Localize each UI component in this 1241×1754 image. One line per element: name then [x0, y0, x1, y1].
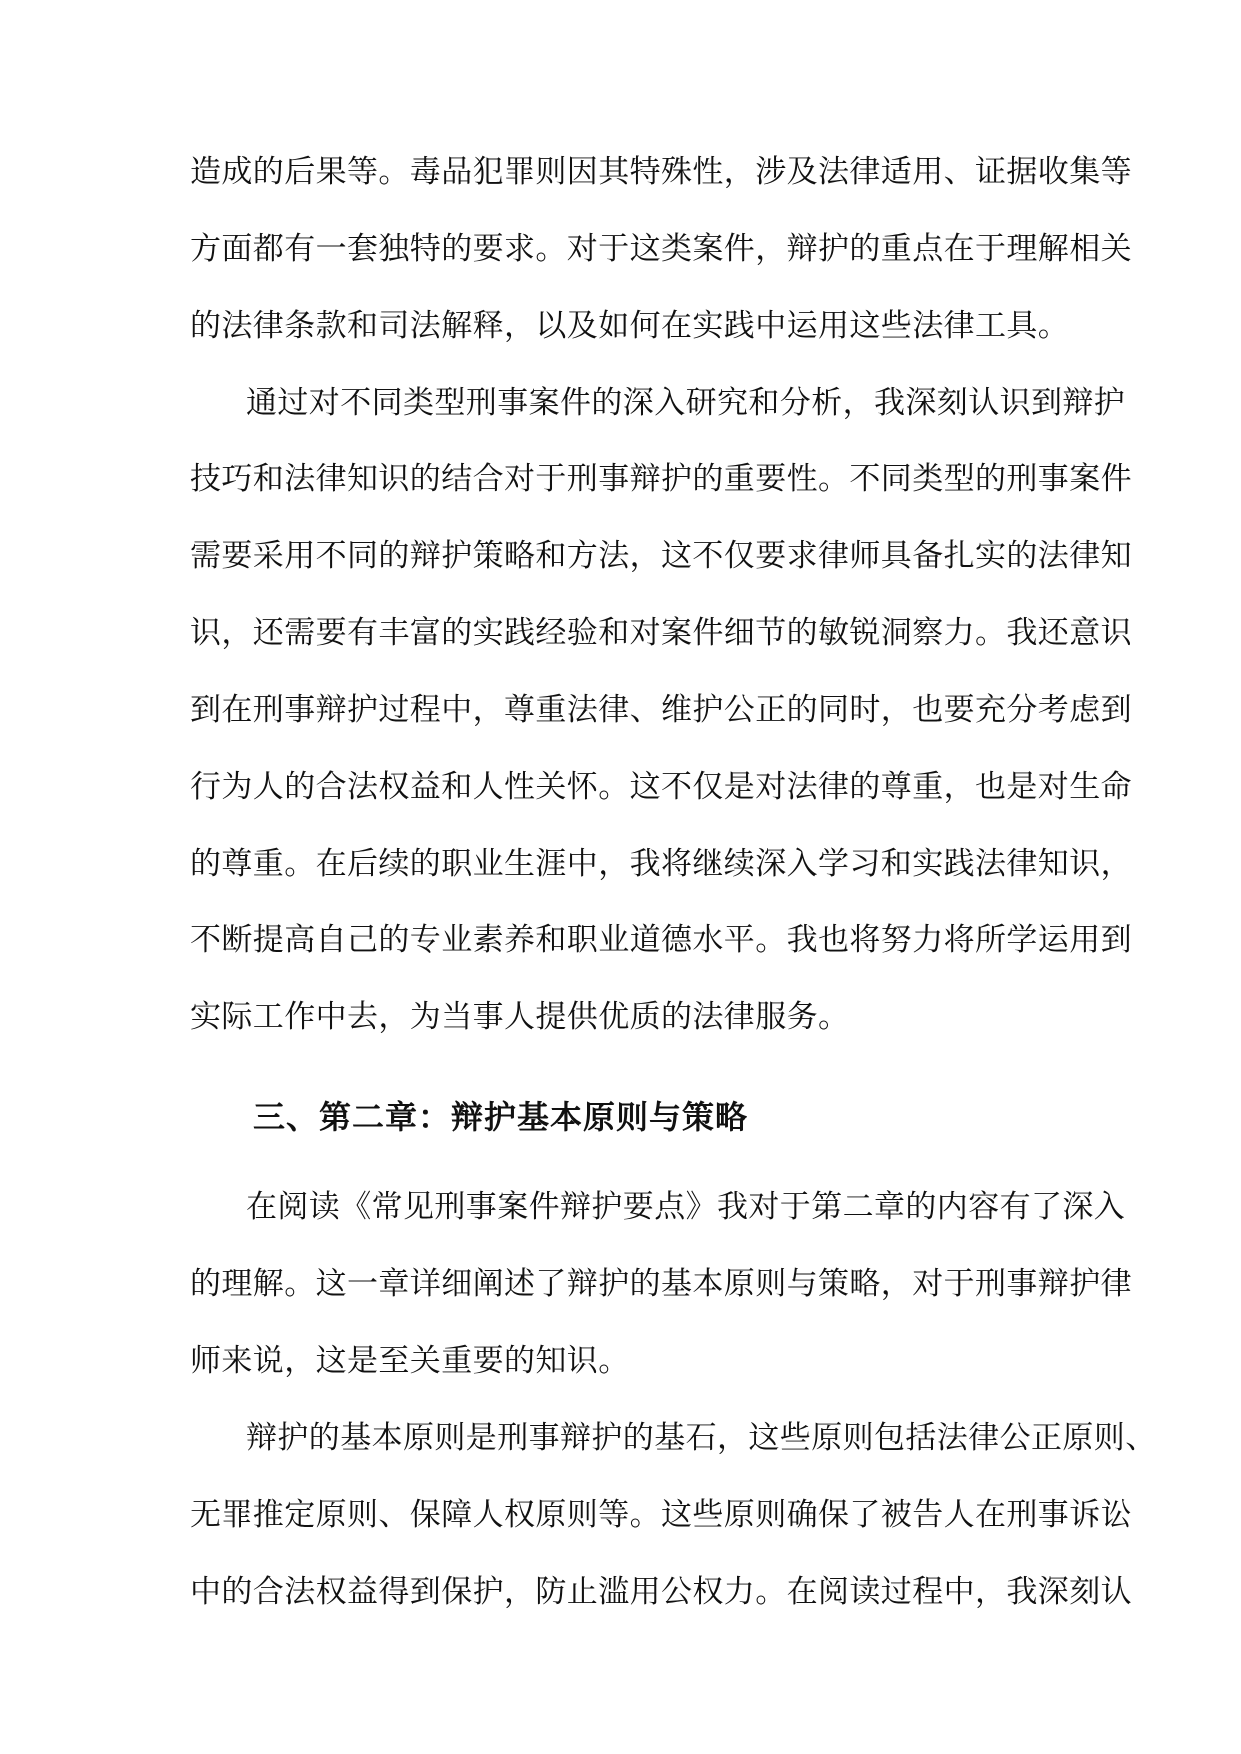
- paragraph-3-line-3: 师来说，这是至关重要的知识。: [190, 1343, 630, 1379]
- paragraph-4-line-2: 无罪推定原则、保障人权原则等。这些原则确保了被告人在刑事诉讼: [190, 1497, 1132, 1533]
- paragraph-2-line-3: 需要采用不同的辩护策略和方法，这不仅要求律师具备扎实的法律知: [190, 538, 1132, 574]
- paragraph-1-line-2: 方面都有一套独特的要求。对于这类案件，辩护的重点在于理解相关: [190, 231, 1132, 267]
- paragraph-1-line-3: 的法律条款和司法解释，以及如何在实践中运用这些法律工具。: [190, 308, 1070, 344]
- paragraph-4-line-3: 中的合法权益得到保护，防止滥用公权力。在阅读过程中，我深刻认: [190, 1574, 1132, 1610]
- paragraph-2-line-6: 行为人的合法权益和人性关怀。这不仅是对法律的尊重，也是对生命: [190, 769, 1132, 805]
- paragraph-1-line-1: 造成的后果等。毒品犯罪则因其特殊性，涉及法律适用、证据收集等: [190, 154, 1132, 190]
- paragraph-4-line-1: 辩护的基本原则是刑事辩护的基石，这些原则包括法律公正原则、: [246, 1420, 1157, 1456]
- section-heading: 三、第二章：辩护基本原则与策略: [253, 1098, 749, 1136]
- paragraph-2-line-8: 不断提高自己的专业素养和职业道德水平。我也将努力将所学运用到: [190, 922, 1132, 958]
- paragraph-2-line-9: 实际工作中去，为当事人提供优质的法律服务。: [190, 999, 850, 1035]
- paragraph-2-line-1: 通过对不同类型刑事案件的深入研究和分析，我深刻认识到辩护: [246, 385, 1126, 421]
- paragraph-2-line-2: 技巧和法律知识的结合对于刑事辩护的重要性。不同类型的刑事案件: [190, 461, 1132, 497]
- paragraph-2-line-5: 到在刑事辩护过程中，尊重法律、维护公正的同时，也要充分考虑到: [190, 692, 1132, 728]
- paragraph-3-line-2: 的理解。这一章详细阐述了辩护的基本原则与策略，对于刑事辩护律: [190, 1266, 1132, 1302]
- paragraph-2-line-4: 识，还需要有丰富的实践经验和对案件细节的敏锐洞察力。我还意识: [190, 615, 1132, 651]
- paragraph-2-line-7: 的尊重。在后续的职业生涯中，我将继续深入学习和实践法律知识，: [190, 846, 1132, 882]
- paragraph-3-line-1: 在阅读《常见刑事案件辩护要点》我对于第二章的内容有了深入: [246, 1189, 1126, 1225]
